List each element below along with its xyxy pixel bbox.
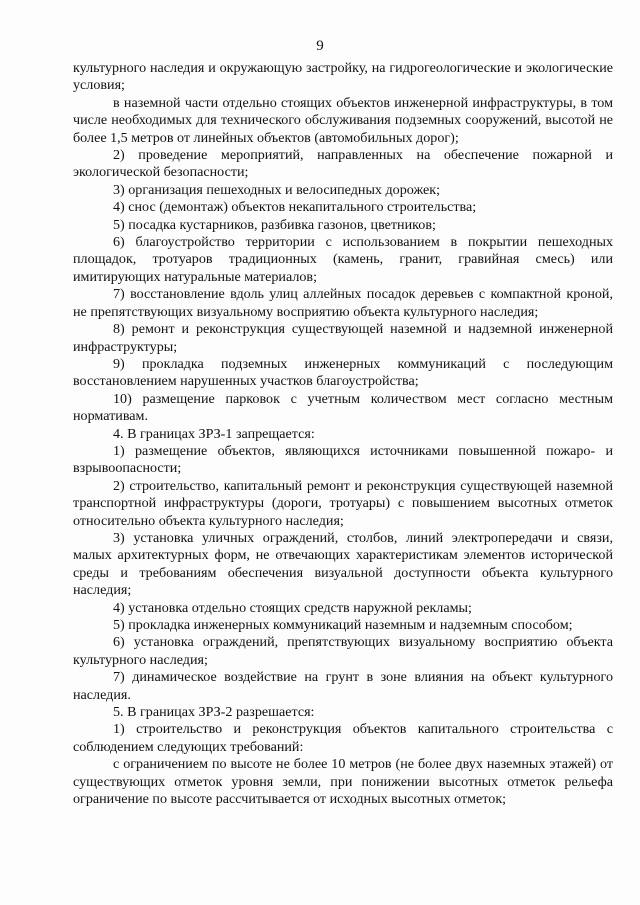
paragraph: 6) благоустройство территории с использованием в покрытии пешеходных площадок, тротуаров традиционных (камень, гранит, гравийная смесь) или имитирующих натуральные материалов; bbox=[73, 234, 613, 285]
paragraph: 1) размещение объектов, являющихся источниками повышенной пожаро- и взрывоопасности; bbox=[73, 442, 613, 477]
paragraph: 8) ремонт и реконструкция существующей наземной и надземной инженерной инфраструктуры; bbox=[73, 321, 613, 355]
page-number: 9 bbox=[316, 38, 324, 54]
paragraph: 7) динамическое воздействие на грунт в зоне влияния на объект культурного наследия. bbox=[73, 669, 613, 703]
section-heading: 4. В границах ЗРЗ-1 запрещается: bbox=[113, 425, 315, 442]
paragraph: 4) снос (демонтаж) объектов некапитального строительства; bbox=[113, 199, 477, 216]
paragraph: 2) проведение мероприятий, направленных на обеспечение пожарной и экологической безопасности; bbox=[73, 147, 613, 181]
paragraph: 7) восстановление вдоль улиц аллейных посадок деревьев с компактной кроной, не препятствующих визуальному восприятию объекта культурного наследия; bbox=[73, 286, 613, 320]
paragraph: 6) установка ограждений, препятствующих визуальному восприятию объекта культурного наследия; bbox=[73, 634, 613, 668]
document-body bbox=[73, 60, 613, 808]
paragraph: 5) посадка кустарников, разбивка газонов, цветников; bbox=[113, 216, 436, 233]
paragraph: культурного наследия и окружающую застройку, на гидрогеологические и экологические условия; bbox=[73, 60, 613, 94]
paragraph: 10) размещение парковок с учетным количеством мест согласно местным нормативам. bbox=[73, 390, 613, 425]
paragraph: 3) установка уличных ограждений, столбов, линий электропередачи и связи, малых архитектурных форм, не отвечающих характеристикам элементов исторической среды и требованиям обеспечения визуальной доступности объекта культурного наследия; bbox=[73, 529, 613, 599]
paragraph: 5) прокладка инженерных коммуникаций наземным и надземным способом; bbox=[113, 617, 573, 633]
section-heading: 5. В границах ЗРЗ-2 разрешается: bbox=[113, 704, 315, 721]
paragraph: 3) организация пешеходных и велосипедных дорожек; bbox=[113, 181, 441, 198]
paragraph: 9) прокладка подземных инженерных коммуникаций с последующим восстановлением нарушенных участков благоустройства; bbox=[73, 355, 613, 390]
paragraph: с ограничением по высоте не более 10 метров (не более двух наземных этажей) от существующих отметок уровня земли, при понижении высотных отметок рельефа ограничение по высоте рассчитывается от исходных высотных отметок; bbox=[73, 756, 613, 808]
paragraph: 4) установка отдельно стоящих средств наружной рекламы; bbox=[113, 599, 472, 616]
paragraph: в наземной части отдельно стоящих объектов инженерной инфраструктуры, в том числе необходимых для технического обслуживания подземных сооружений, высотой не более 1,5 метров от линейных объектов (автомобильных дорог); bbox=[73, 94, 613, 146]
paragraph: 2) строительство, капитальный ремонт и реконструкция существующей наземной транспортной инфраструктуры (дороги, тротуары) с повышением высотных отметок относительно объекта культурного наследия; bbox=[73, 477, 613, 529]
paragraph: 1) строительство и реконструкция объектов капитального строительства с соблюдением следующих требований: bbox=[73, 721, 613, 755]
